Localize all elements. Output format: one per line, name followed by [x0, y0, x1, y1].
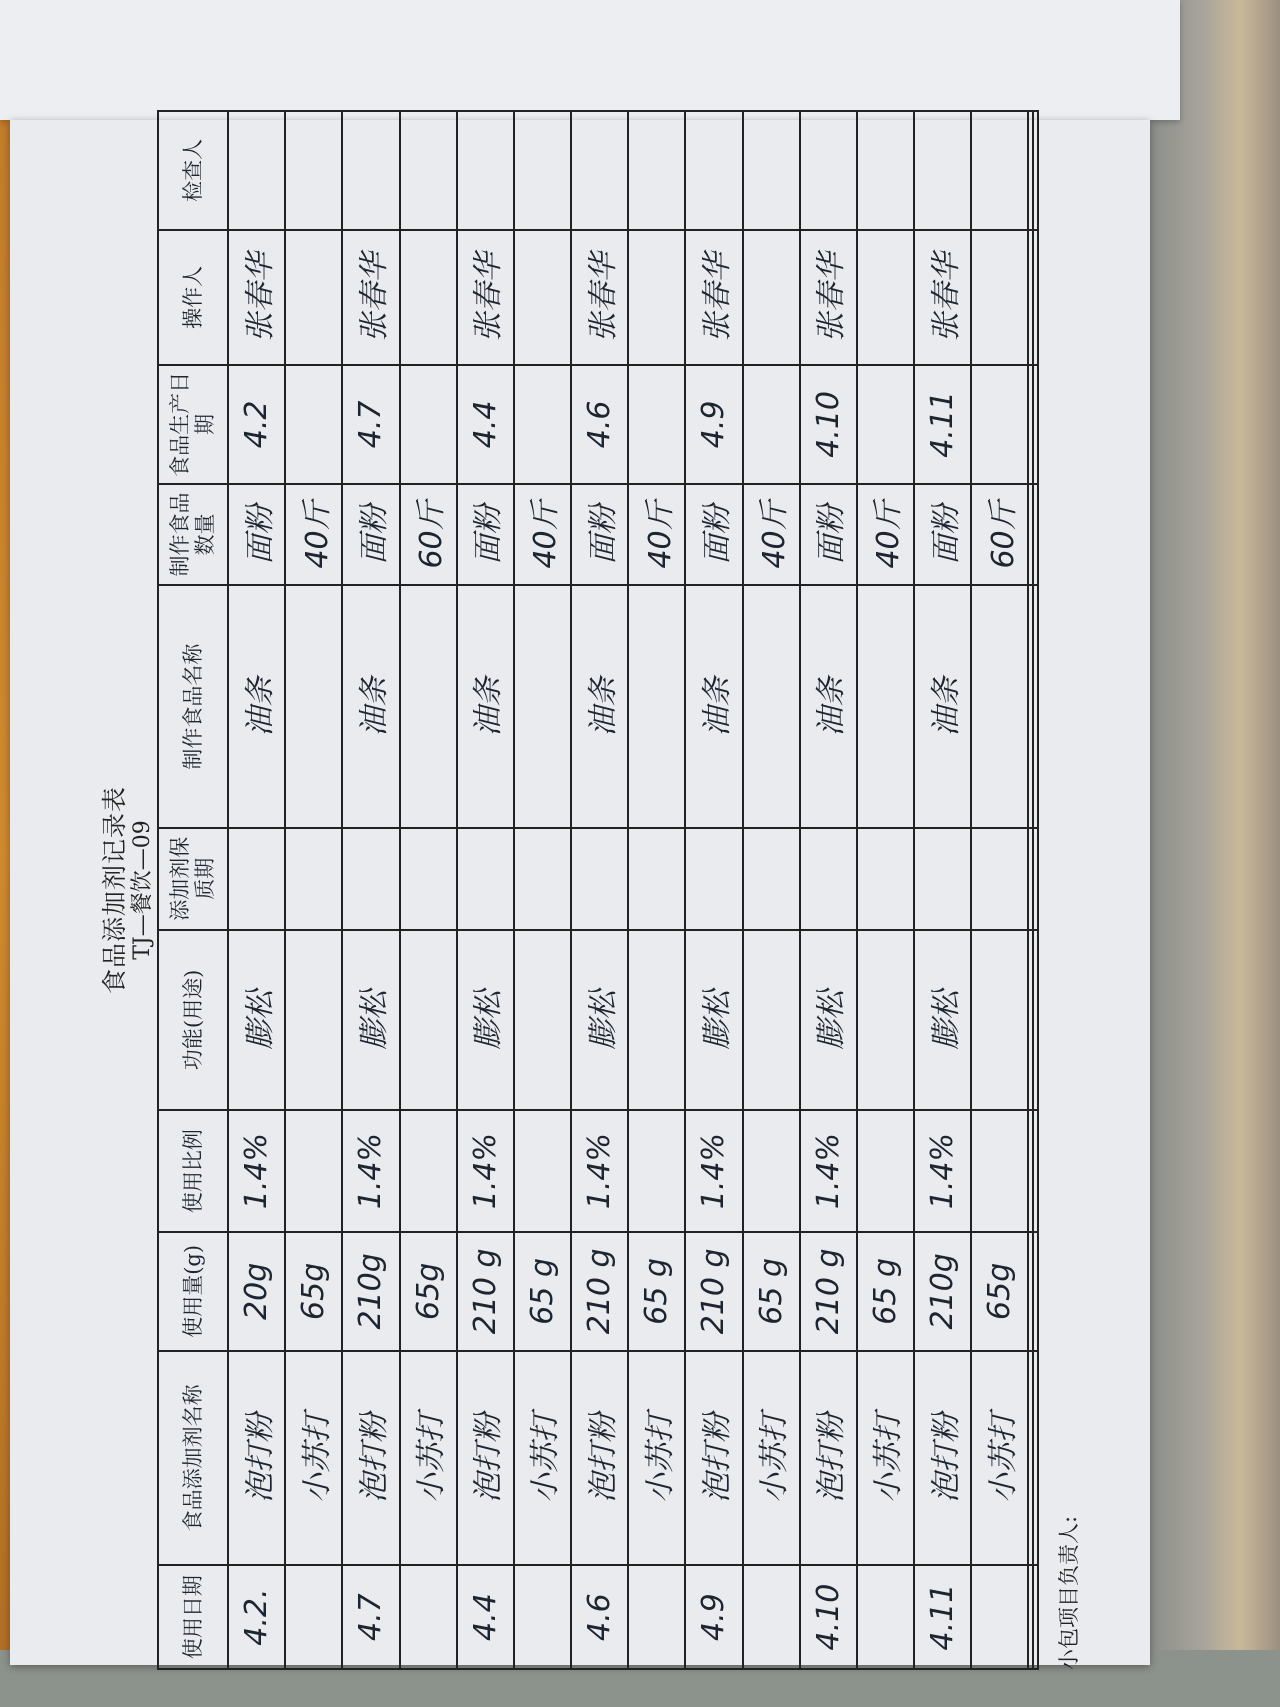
cell-name: 泡打粉 [685, 1351, 742, 1566]
table-row [228, 111, 285, 1669]
cell-checker [285, 111, 342, 230]
header-ratio: 使用比例 [158, 1110, 228, 1232]
cell-operator [1033, 230, 1038, 365]
cell-name: 小苏打 [857, 1351, 914, 1566]
cell-shelf [914, 828, 971, 930]
cell-ratio [400, 1110, 457, 1232]
cell-date: 4.11 [914, 1565, 971, 1669]
cell-qty: 面粉 [342, 484, 399, 586]
cell-qty: 60斤 [400, 484, 457, 586]
cell-food [1033, 585, 1038, 828]
cell-amount: 20g [228, 1232, 285, 1351]
cell-qty: 40斤 [514, 484, 571, 586]
cell-date: 4.4 [457, 1565, 514, 1669]
cell-amount: 65 g [628, 1232, 685, 1351]
header-shelf-life: 添加剂保质期 [158, 828, 228, 930]
cell-amount: 65 g [857, 1232, 914, 1351]
cell-amount: 210g [342, 1232, 399, 1351]
cell-function: 膨松 [228, 930, 285, 1111]
table-row [514, 111, 571, 1669]
cell-operator [628, 230, 685, 365]
table-row [685, 111, 742, 1669]
cell-prod [514, 365, 571, 484]
cell-operator: 张春华 [228, 230, 285, 365]
cell-checker [914, 111, 971, 230]
cell-shelf [971, 828, 1028, 930]
cell-shelf [228, 828, 285, 930]
cell-prod [857, 365, 914, 484]
cell-shelf [743, 828, 800, 930]
cell-prod [743, 365, 800, 484]
cell-ratio: 1.4% [685, 1110, 742, 1232]
cell-prod [628, 365, 685, 484]
cell-name: 小苏打 [743, 1351, 800, 1566]
cell-shelf [514, 828, 571, 930]
header-date: 使用日期 [158, 1565, 228, 1669]
cell-ratio [857, 1110, 914, 1232]
cell-shelf [628, 828, 685, 930]
cell-food: 油条 [571, 585, 628, 828]
cell-food: 油条 [457, 585, 514, 828]
cell-qty [1033, 484, 1038, 586]
cell-checker [971, 111, 1028, 230]
cell-amount: 65 g [743, 1232, 800, 1351]
cell-qty: 40斤 [628, 484, 685, 586]
cell-operator [285, 230, 342, 365]
cell-date [628, 1565, 685, 1669]
header-qty: 制作食品数量 [158, 484, 228, 586]
cell-date [743, 1565, 800, 1669]
cell-function: 膨松 [800, 930, 857, 1111]
table-row [400, 111, 457, 1669]
header-operator: 操作人 [158, 230, 228, 365]
cell-prod: 4.6 [571, 365, 628, 484]
cell-checker [342, 111, 399, 230]
cell-shelf [342, 828, 399, 930]
cell-ratio [628, 1110, 685, 1232]
cell-name: 泡打粉 [800, 1351, 857, 1566]
cell-prod [400, 365, 457, 484]
cell-qty: 面粉 [571, 484, 628, 586]
cell-amount: 65g [400, 1232, 457, 1351]
cell-amount: 210 g [685, 1232, 742, 1351]
table-row [971, 111, 1028, 1669]
cell-checker [514, 111, 571, 230]
cell-checker [400, 111, 457, 230]
cell-function: 膨松 [571, 930, 628, 1111]
cell-food [743, 585, 800, 828]
cell-food [285, 585, 342, 828]
cell-date: 4.10 [800, 1565, 857, 1669]
cell-operator: 张春华 [685, 230, 742, 365]
cell-name: 泡打粉 [571, 1351, 628, 1566]
cell-amount: 65 g [514, 1232, 571, 1351]
cell-name: 小苏打 [971, 1351, 1028, 1566]
cell-ratio [514, 1110, 571, 1232]
table-row [800, 111, 857, 1669]
cell-date [285, 1565, 342, 1669]
cell-name: 泡打粉 [914, 1351, 971, 1566]
cell-prod: 4.11 [914, 365, 971, 484]
cell-ratio: 1.4% [571, 1110, 628, 1232]
cell-operator: 张春华 [342, 230, 399, 365]
cell-prod: 4.4 [457, 365, 514, 484]
cell-checker [743, 111, 800, 230]
cell-food [857, 585, 914, 828]
cell-ratio [743, 1110, 800, 1232]
cell-date [1033, 1565, 1038, 1669]
previous-page [0, 0, 1180, 120]
cell-operator [514, 230, 571, 365]
cell-name: 小苏打 [514, 1351, 571, 1566]
cell-ratio: 1.4% [914, 1110, 971, 1232]
cell-function [857, 930, 914, 1111]
cell-amount: 210 g [571, 1232, 628, 1351]
cell-checker [571, 111, 628, 230]
cell-qty: 面粉 [685, 484, 742, 586]
cell-qty: 60斤 [971, 484, 1028, 586]
cell-shelf [457, 828, 514, 930]
cell-shelf [857, 828, 914, 930]
cell-date [971, 1565, 1028, 1669]
cell-date: 4.6 [571, 1565, 628, 1669]
cell-prod: 4.9 [685, 365, 742, 484]
cell-amount: 210 g [800, 1232, 857, 1351]
cell-checker [1033, 111, 1038, 230]
table-row [457, 111, 514, 1669]
cell-checker [457, 111, 514, 230]
cell-operator [971, 230, 1028, 365]
cell-prod: 4.2 [228, 365, 285, 484]
cell-ratio [971, 1110, 1028, 1232]
cell-checker [685, 111, 742, 230]
cell-checker [857, 111, 914, 230]
cell-shelf [400, 828, 457, 930]
cell-checker [800, 111, 857, 230]
cell-food [628, 585, 685, 828]
cell-checker [628, 111, 685, 230]
table-row [857, 111, 914, 1669]
cell-food [400, 585, 457, 828]
cell-function [743, 930, 800, 1111]
cell-ratio: 1.4% [800, 1110, 857, 1232]
cell-operator: 张春华 [457, 230, 514, 365]
table-row [743, 111, 800, 1669]
cell-ratio [285, 1110, 342, 1232]
cell-amount [1033, 1232, 1038, 1351]
cell-ratio [1033, 1110, 1038, 1232]
cell-prod: 4.10 [800, 365, 857, 484]
cell-checker [228, 111, 285, 230]
header-food: 制作食品名称 [158, 585, 228, 828]
cell-shelf [571, 828, 628, 930]
cell-food: 油条 [914, 585, 971, 828]
cell-operator: 张春华 [914, 230, 971, 365]
cell-function [285, 930, 342, 1111]
table-row [342, 111, 399, 1669]
cell-food [514, 585, 571, 828]
cell-operator: 张春华 [571, 230, 628, 365]
cell-date: 4.2. [228, 1565, 285, 1669]
cell-date [857, 1565, 914, 1669]
cell-operator: 张春华 [800, 230, 857, 365]
header-prod-date: 食品生产日期 [158, 365, 228, 484]
cell-shelf [1033, 828, 1038, 930]
table-row [1033, 111, 1038, 1669]
cell-amount: 210g [914, 1232, 971, 1351]
cell-qty: 40斤 [743, 484, 800, 586]
cell-function [971, 930, 1028, 1111]
cell-food [971, 585, 1028, 828]
cell-name: 小苏打 [285, 1351, 342, 1566]
cell-function [400, 930, 457, 1111]
background-right [1150, 0, 1280, 1707]
rotated-form [95, 110, 1135, 1670]
cell-operator [857, 230, 914, 365]
cell-function: 膨松 [342, 930, 399, 1111]
cell-function: 膨松 [457, 930, 514, 1111]
header-name: 食品添加剂名称 [158, 1351, 228, 1566]
header-checker: 检查人 [158, 111, 228, 230]
cell-operator [400, 230, 457, 365]
table-row [628, 111, 685, 1669]
cell-name: 小苏打 [628, 1351, 685, 1566]
cell-prod [285, 365, 342, 484]
cell-function [1033, 930, 1038, 1111]
cell-prod [971, 365, 1028, 484]
cell-qty: 40斤 [285, 484, 342, 586]
form-code: TJ—餐饮—09 [130, 820, 155, 960]
cell-prod [1033, 365, 1038, 484]
table-row [914, 111, 971, 1669]
cell-name: 泡打粉 [457, 1351, 514, 1566]
cell-name: 小苏打 [400, 1351, 457, 1566]
cell-food: 油条 [800, 585, 857, 828]
cell-qty: 面粉 [914, 484, 971, 586]
form-title: 食品添加剂记录表 [100, 786, 129, 995]
cell-amount: 65g [285, 1232, 342, 1351]
cell-food: 油条 [685, 585, 742, 828]
cell-food: 油条 [228, 585, 285, 828]
cell-ratio: 1.4% [228, 1110, 285, 1232]
cell-qty: 面粉 [457, 484, 514, 586]
cell-operator [743, 230, 800, 365]
cell-name: 泡打粉 [342, 1351, 399, 1566]
additive-record-table [157, 110, 1039, 1670]
cell-function: 膨松 [685, 930, 742, 1111]
table-row [571, 111, 628, 1669]
cell-function [628, 930, 685, 1111]
table-row [285, 111, 342, 1669]
cell-date: 4.7 [342, 1565, 399, 1669]
cell-date [400, 1565, 457, 1669]
header-function: 功能(用途) [158, 930, 228, 1111]
cell-qty: 面粉 [800, 484, 857, 586]
cell-name [1033, 1351, 1038, 1566]
table-header-row [158, 111, 228, 1669]
cell-food: 油条 [342, 585, 399, 828]
cell-shelf [285, 828, 342, 930]
cell-qty: 40斤 [857, 484, 914, 586]
cell-date [514, 1565, 571, 1669]
cell-date: 4.9 [685, 1565, 742, 1669]
cell-function: 膨松 [914, 930, 971, 1111]
header-amount: 使用量(g) [158, 1232, 228, 1351]
footer-label: 小包项目负责人: [1057, 1515, 1081, 1670]
cell-shelf [685, 828, 742, 930]
cell-shelf [800, 828, 857, 930]
cell-function [514, 930, 571, 1111]
cell-amount: 210 g [457, 1232, 514, 1351]
cell-qty: 面粉 [228, 484, 285, 586]
cell-prod: 4.7 [342, 365, 399, 484]
cell-ratio: 1.4% [457, 1110, 514, 1232]
cell-name: 泡打粉 [228, 1351, 285, 1566]
cell-amount: 65g [971, 1232, 1028, 1351]
cell-ratio: 1.4% [342, 1110, 399, 1232]
